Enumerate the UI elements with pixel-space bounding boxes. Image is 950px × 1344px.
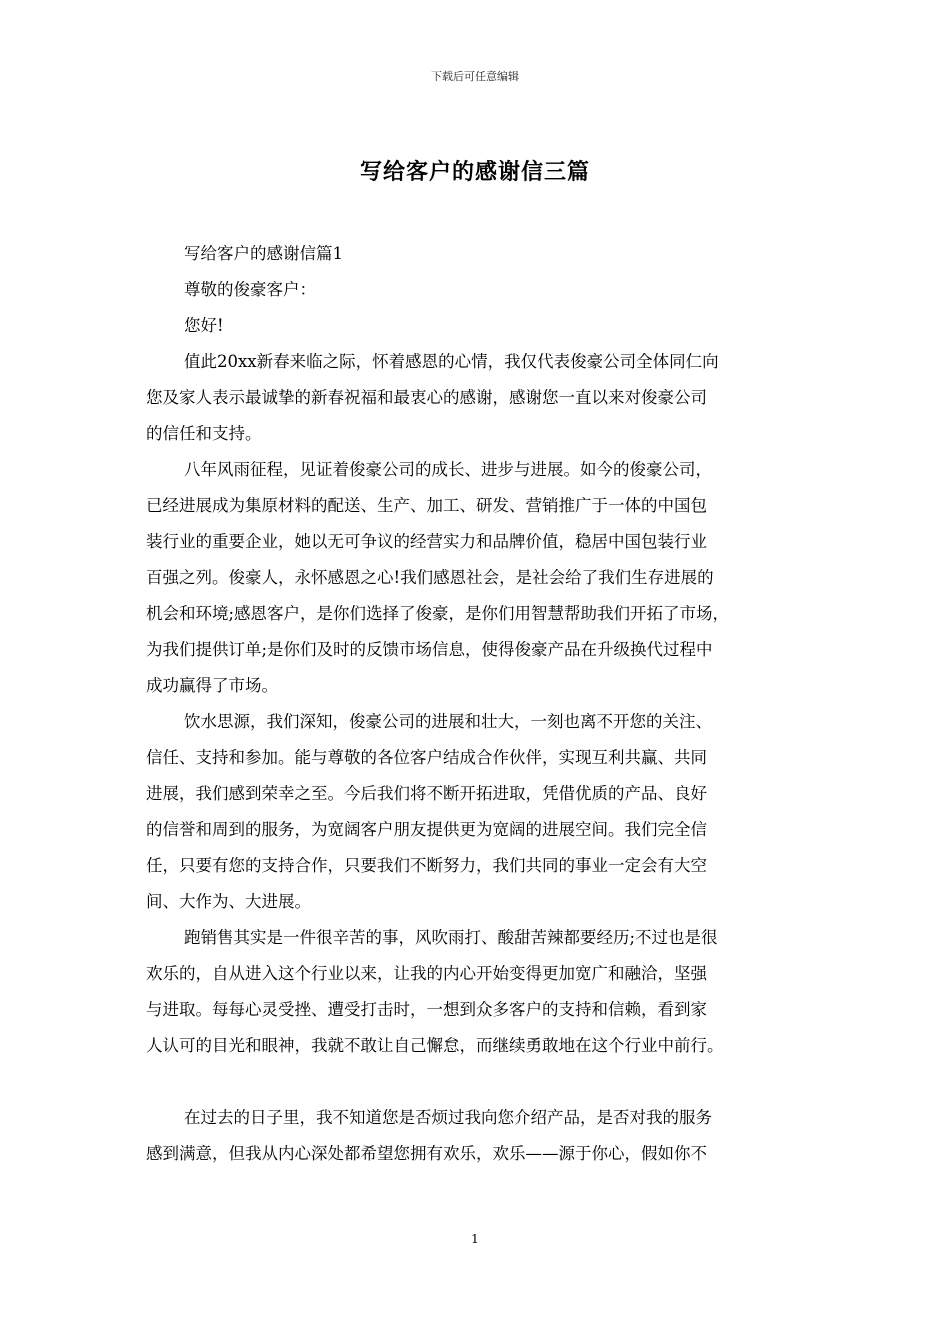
body-line: 您好!: [184, 316, 224, 335]
body-line: 您及家人表示最诚挚的新春祝福和最衷心的感谢，感谢您一直以来对俊豪公司: [146, 388, 707, 407]
body-line: 间、大作为、大进展。: [146, 892, 311, 911]
page-number: 1: [471, 1232, 479, 1246]
body-line: 百强之列。俊豪人，永怀感恩之心!我们感恩社会，是社会给了我们生存进展的: [146, 568, 714, 587]
body-line: 与进取。每每心灵受挫、遭受打击时，一想到众多客户的支持和信赖，看到家: [146, 1000, 707, 1019]
body-line: 八年风雨征程，见证着俊豪公司的成长、进步与进展。如今的俊豪公司，: [184, 460, 712, 479]
document-title: 写给客户的感谢信三篇: [359, 159, 590, 185]
body-line: 装行业的重要企业，她以无可争议的经营实力和品牌价值，稳居中国包装行业: [146, 532, 707, 551]
body-line: 在过去的日子里，我不知道您是否烦过我向您介绍产品，是否对我的服务: [184, 1108, 712, 1127]
body-line: 的信誉和周到的服务，为宽阔客户朋友提供更为宽阔的进展空间。我们完全信: [146, 820, 707, 839]
document-body: [146, 236, 816, 1172]
body-line: 跑销售其实是一件很辛苦的事，风吹雨打、酸甜苦辣都要经历;不过也是很: [184, 928, 718, 947]
body-line: 尊敬的俊豪客户：: [184, 280, 316, 299]
body-line: 人认可的目光和眼神，我就不敢让自己懈怠，而继续勇敢地在这个行业中前行。: [146, 1036, 724, 1055]
body-line: 信任、支持和参加。能与尊敬的各位客户结成合作伙伴，实现互利共赢、共同: [146, 748, 707, 767]
body-line: 任，只要有您的支持合作，只要我们不断努力，我们共同的事业一定会有大空: [146, 856, 707, 875]
body-line: 为我们提供订单;是你们及时的反馈市场信息，使得俊豪产品在升级换代过程中: [146, 640, 713, 659]
body-line: 的信任和支持。: [146, 424, 262, 443]
blank-line: [146, 1064, 816, 1100]
body-line: 感到满意，但我从内心深处都希望您拥有欢乐，欢乐——源于你心，假如你不: [146, 1144, 707, 1163]
body-line: 进展，我们感到荣幸之至。今后我们将不断开拓进取，凭借优质的产品、良好: [146, 784, 707, 803]
body-line: 已经进展成为集原材料的配送、生产、加工、研发、营销推广于一体的中国包: [146, 496, 707, 515]
body-line: 欢乐的，自从进入这个行业以来，让我的内心开始变得更加宽广和融洽，坚强: [146, 964, 707, 983]
body-line: 写给客户的感谢信篇1: [184, 244, 343, 263]
page-header-note: 下载后可任意编辑: [431, 70, 519, 83]
body-line: 机会和环境;感恩客户，是你们选择了俊豪，是你们用智慧帮助我们开拓了市场，: [146, 604, 730, 623]
body-line: 成功赢得了市场。: [146, 676, 278, 695]
body-line: 饮水思源，我们深知，俊豪公司的进展和壮大，一刻也离不开您的关注、: [184, 712, 712, 731]
body-line: 值此20xx新春来临之际，怀着感恩的心情，我仅代表俊豪公司全体同仁向: [184, 352, 719, 371]
